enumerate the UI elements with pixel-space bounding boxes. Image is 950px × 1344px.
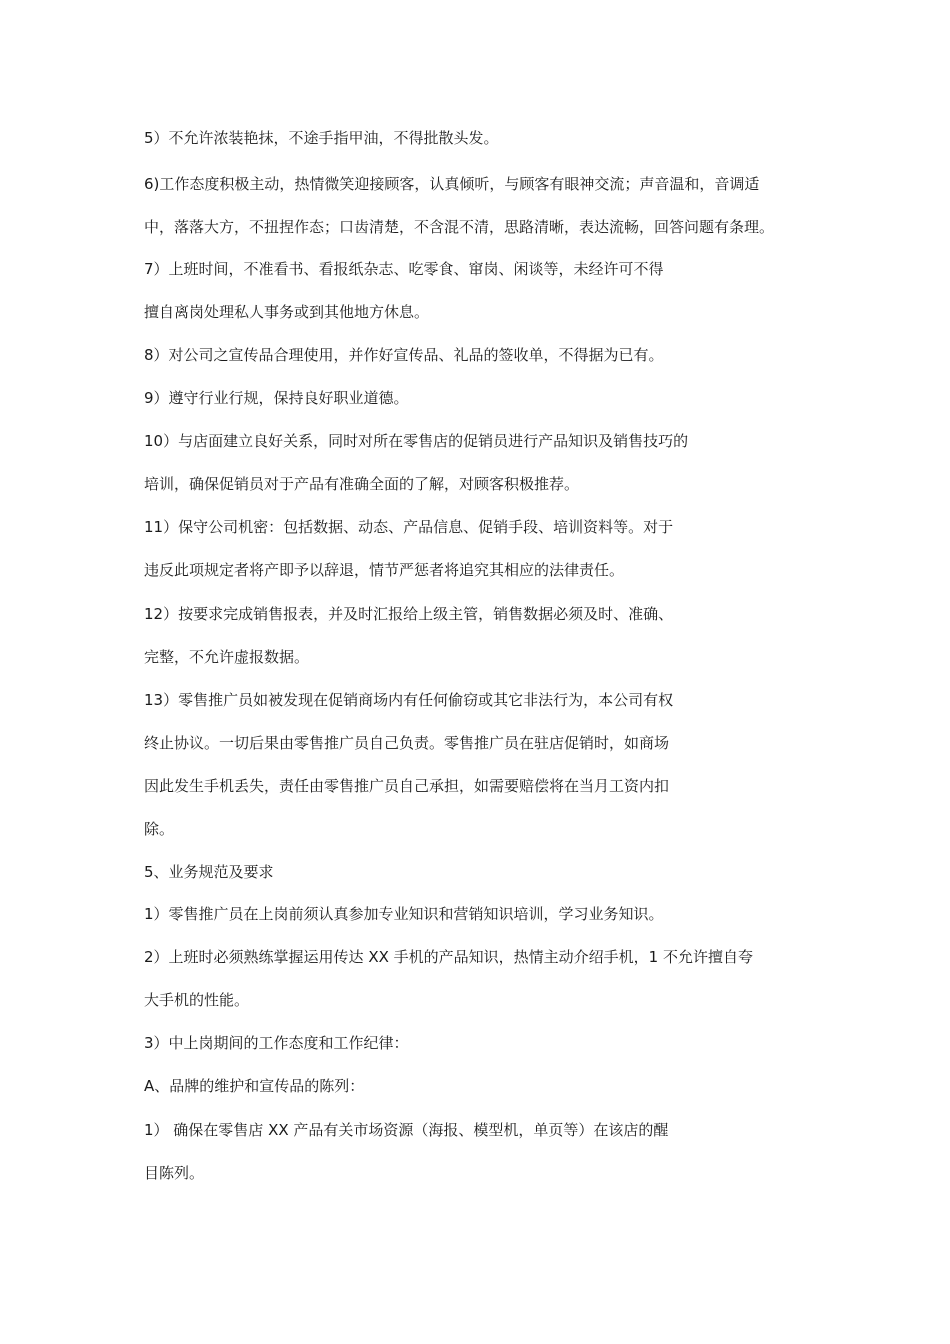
text-line: 终止协议。一切后果由零售推广员自己负责。零售推广员在驻店促销时，如商场 — [144, 734, 670, 752]
text-line: 13）零售推广员如被发现在促销商场内有任何偷窃或其它非法行为，本公司有权 — [144, 691, 674, 709]
text-line: 擅自离岗处理私人事务或到其他地方休息。 — [144, 303, 430, 321]
text-line: 6)工作态度积极主动，热情微笑迎接顾客，认真倾听，与顾客有眼神交流；声音温和，音调适 — [144, 175, 760, 193]
text-line: 3）中上岗期间的工作态度和工作纪律： — [144, 1034, 409, 1052]
text-line: 2）上班时必须熟练掌握运用传达 XX 手机的产品知识，热情主动介绍手机，1 不允许擅自夸 — [144, 948, 753, 966]
text-line: 完整，不允许虚报数据。 — [144, 648, 310, 666]
text-line: 除。 — [144, 820, 175, 838]
text-line: 目陈列。 — [144, 1164, 205, 1182]
text-line: 12）按要求完成销售报表，并及时汇报给上级主管，销售数据必须及时、准确、 — [144, 605, 674, 623]
text-line: 7）上班时间，不准看书、看报纸杂志、吃零食、窜岗、闲谈等，未经许可不得 — [144, 260, 664, 278]
text-line: 中，落落大方，不扭捏作态；口齿清楚，不含混不清，思路清晰，表达流畅，回答问题有条理。 — [144, 218, 775, 236]
section-heading: 5、业务规范及要求 — [144, 863, 274, 881]
text-line: 8）对公司之宣传品合理使用，并作好宣传品、礼品的签收单，不得据为已有。 — [144, 346, 664, 364]
text-line: 9）遵守行业行规，保持良好职业道德。 — [144, 389, 409, 407]
text-line: 11）保守公司机密：包括数据、动态、产品信息、促销手段、培训资料等。对于 — [144, 518, 674, 536]
text-line: 1）零售推广员在上岗前须认真参加专业知识和营销知识培训，学习业务知识。 — [144, 905, 664, 923]
text-line: 10）与店面建立良好关系，同时对所在零售店的促销员进行产品知识及销售技巧的 — [144, 432, 689, 450]
text-line: 5）不允许浓装艳抹，不途手指甲油，不得批散头发。 — [144, 129, 499, 147]
text-line: 违反此项规定者将产即予以辞退，情节严惩者将追究其相应的法律责任。 — [144, 561, 625, 579]
text-line: A、品牌的维护和宣传品的陈列： — [144, 1077, 365, 1095]
text-line: 1） 确保在零售店 XX 产品有关市场资源（海报、模型机，单页等）在该店的醒 — [144, 1121, 669, 1139]
text-line: 大手机的性能。 — [144, 991, 250, 1009]
text-line: 因此发生手机丢失，责任由零售推广员自己承担，如需要赔偿将在当月工资内扣 — [144, 777, 670, 795]
text-line: 培训，确保促销员对于产品有准确全面的了解，对顾客积极推荐。 — [144, 475, 580, 493]
